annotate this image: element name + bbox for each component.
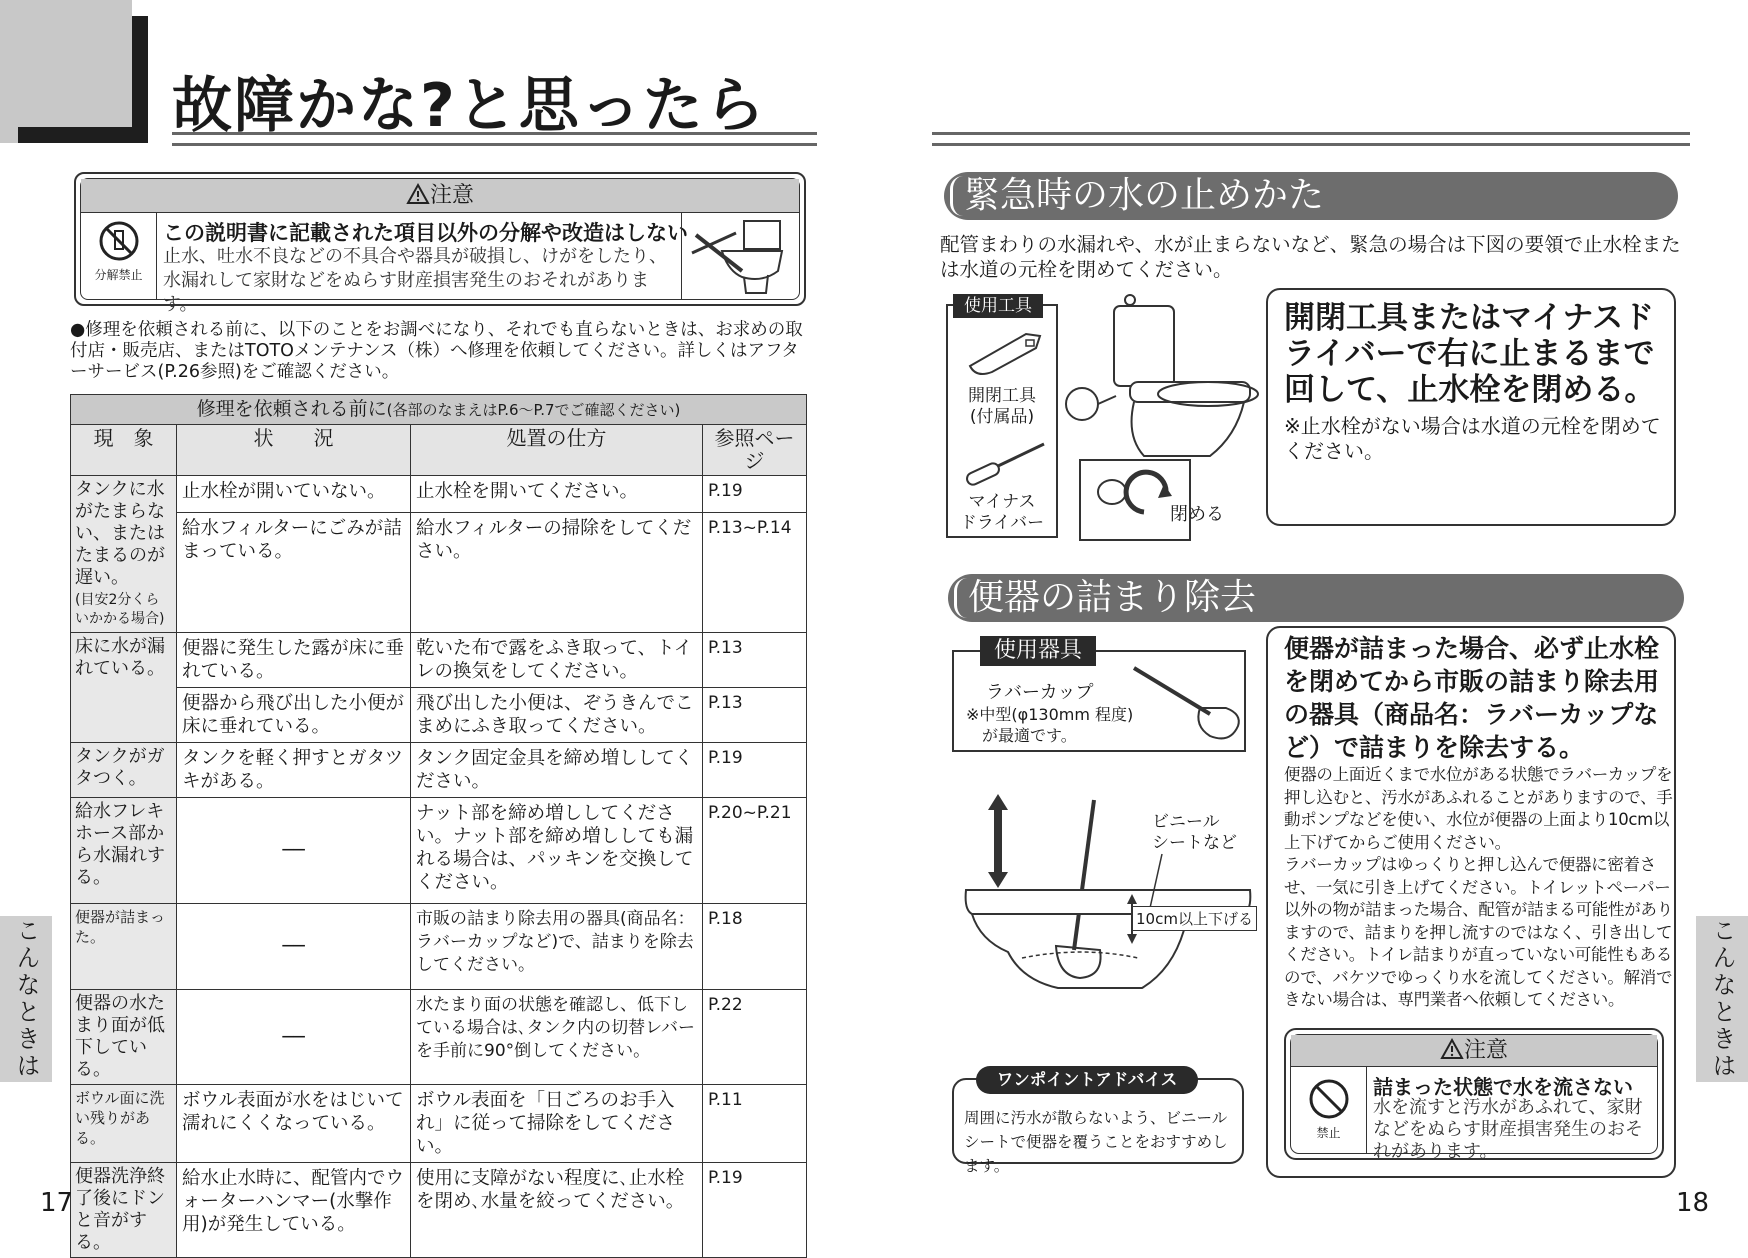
phenomenon-cell: 給水フレキホース部から水漏れする。 xyxy=(71,798,177,904)
situation-cell: ── xyxy=(177,798,411,904)
table-row xyxy=(71,633,807,688)
toilet-shutoff-illustration xyxy=(1060,286,1266,540)
emergency-text: 配管まわりの水漏れや、水が止まらないなど、緊急の場合は下図の要領で止水栓または水道の元栓を閉めてください。 xyxy=(940,233,1681,281)
ref-page-cell: P.19 xyxy=(703,1163,807,1258)
advice-text: 周囲に汚水が散らないよう、ビニールシートで便器を覆うことをおすすめします。 xyxy=(964,1109,1228,1175)
title-rule xyxy=(172,132,817,146)
action-cell: ナット部を締め増ししてください。ナット部を締め増ししても漏れる場合は、パッキンを交換してください。 xyxy=(411,798,703,904)
instruction-1-title: 開閉工具またはマイナスドライバーで右に止まるまで回して、止水栓を閉める。 xyxy=(1284,300,1656,408)
toilet-disassembly-illustration xyxy=(681,213,799,299)
plunger-note: ※中型(φ130mm 程度) が最適です。 xyxy=(966,705,1134,745)
action-cell: 乾いた布で露をふき取って、トイレの換気をしてください。 xyxy=(411,633,703,688)
lower-10cm-label: 10cm以上下げる xyxy=(1132,906,1257,931)
action-cell: 止水栓を開いてください。 xyxy=(411,476,703,513)
situation-cell: ボウル表面が水をはじいて濡れにくくなっている。 xyxy=(177,1085,411,1163)
situation-cell: 便器に発生した露が床に垂れている。 xyxy=(177,633,411,688)
table-row xyxy=(71,476,807,513)
instruction-2-title: 便器が詰まった場合、必ず止水栓を閉めてから市販の詰まり除去用の器具（商品名：ラバーカップなど）で詰まりを除去する。 xyxy=(1284,634,1660,762)
caution-box-2 xyxy=(1284,1028,1664,1160)
action-cell: タンク固定金具を締め増ししてください。 xyxy=(411,743,703,798)
ref-page-cell: P.13~P.14 xyxy=(703,512,807,632)
side-tab-right: こんなときは xyxy=(1696,916,1748,1082)
caution-2-heading: 注意 xyxy=(1291,1035,1657,1067)
caution-2-text: 水を流すと汚水があふれて、家財などをぬらす財産損害発生のおそれがあります。 xyxy=(1373,1097,1643,1162)
col-header-phenomenon: 現 象 xyxy=(71,425,177,476)
caution-2-main: 詰まった状態で水を流さない xyxy=(1373,1075,1633,1099)
situation-cell: 便器から飛び出した小便が床に垂れている。 xyxy=(177,688,411,743)
page-title: 故障かな?と思ったら xyxy=(172,71,767,141)
plunger-icon xyxy=(1130,662,1246,746)
uses-tag: 使用器具 xyxy=(980,636,1096,666)
situation-cell: ── xyxy=(177,990,411,1085)
tools-box xyxy=(946,304,1058,538)
vinyl-sheet-label: ビニール シートなど xyxy=(1152,812,1237,853)
situation-cell: 止水栓が開いていない。 xyxy=(177,476,411,513)
prohibited-icon xyxy=(1291,1067,1367,1153)
tool2-label: マイナス ドライバー xyxy=(959,492,1045,533)
plunger-label: ラバーカップ xyxy=(986,682,1094,703)
col-header-action: 処置の仕方 xyxy=(411,425,703,476)
top-rule-right xyxy=(932,132,1690,146)
close-label: 閉める xyxy=(1170,504,1224,525)
col-header-situation: 状 況 xyxy=(177,425,411,476)
tools-tag: 使用工具 xyxy=(953,294,1043,318)
ref-page-cell: P.13 xyxy=(703,688,807,743)
table-row xyxy=(71,743,807,798)
page-number-right: 18 xyxy=(1676,1188,1710,1218)
caution-main-text: この説明書に記載された項目以外の分解や改造はしない xyxy=(163,221,688,245)
section-title-emergency: 緊急時の水の止めかた xyxy=(944,172,1678,220)
table-caption: 修理を依頼される前に(各部のなまえはP.6～P.7でご確認ください) xyxy=(71,395,807,425)
action-cell: 飛び出した小便は、ぞうきんでこまめにふき取ってください。 xyxy=(411,688,703,743)
phenomenon-cell: 便器の水たまり面が低下している。 xyxy=(71,990,177,1085)
phenomenon-cell: ボウル面に洗い残りがある。 xyxy=(71,1085,177,1163)
situation-cell: 給水止水時に、配管内でウォーターハンマー(水撃作用)が発生している。 xyxy=(177,1163,411,1258)
intro-text: ●修理を依頼される前に、以下のことをお調べになり、それでも直らないときは、お求めの取付店・販売店、またはTOTOメンテナンス（株）へ修理を依頼してください。詳しくはアフターサービス(P.26参照)をご確認ください。 xyxy=(70,320,803,382)
prohibit-label: 分解禁止 xyxy=(94,268,143,282)
page-number-left: 17 xyxy=(40,1188,74,1218)
prohibit-label-2: 禁止 xyxy=(1316,1126,1341,1140)
section-title-clog: 便器の詰まり除去 xyxy=(948,574,1684,622)
table-row xyxy=(71,798,807,904)
side-tab-left: こんなときは xyxy=(0,916,52,1082)
ref-page-cell: P.18 xyxy=(703,904,807,990)
phenomenon-cell: タンクがガタつく。 xyxy=(71,743,177,798)
tool1-label: 開閉工具 (付属品) xyxy=(968,386,1036,427)
ref-page-cell: P.13 xyxy=(703,633,807,688)
trouble-table xyxy=(70,394,807,1258)
open-close-tool-icon xyxy=(966,328,1044,380)
table-row xyxy=(71,688,807,743)
instruction-1-note: ※止水栓がない場合は水道の元栓を閉めてください。 xyxy=(1284,414,1661,463)
action-cell: 市販の詰まり除去用の器具(商品名：ラバーカップなど)で、詰まりを除去してください。 xyxy=(411,904,703,990)
table-row xyxy=(71,990,807,1085)
table-row xyxy=(71,904,807,990)
situation-cell: ── xyxy=(177,904,411,990)
action-cell: ボウル表面を「日ごろのお手入れ」に従って掃除をしてください。 xyxy=(411,1085,703,1163)
screwdriver-icon xyxy=(962,440,1048,492)
ref-page-cell: P.11 xyxy=(703,1085,807,1163)
advice-tag: ワンポイントアドバイス xyxy=(976,1066,1198,1094)
instruction-2-body: 便器の上面近くまで水位がある状態でラバーカップを押し込むと、汚水があふれることがありますので、手動ポンプなどを使い、水位が便器の上面より10cm以上下げてからご使用ください。 ラバーカップはゆっくりと押し込んで便器に密着させ、一気に引き上げてください。トイレットペーパー以外の物が詰まった場合、配管が詰まる可能性がありますので、詰まりを押し流すのではなく、引き出してください。トイレ詰まりが直っていない可能性もあるので、バケツでゆっくり水を流してください。解消できない場合は、専門業者へ依頼してください。 xyxy=(1284,765,1673,1009)
action-cell: 給水フィルターの掃除をしてください。 xyxy=(411,512,703,632)
table-row xyxy=(71,1085,807,1163)
ref-page-cell: P.19 xyxy=(703,743,807,798)
caution-sub-text: 止水、吐水不良などの不具合や器具が破損し、けがをしたり、水漏れして家財などをぬらす財産損害発生のおそれがあります。 xyxy=(163,246,667,315)
ref-page-cell: P.22 xyxy=(703,990,807,1085)
phenomenon-cell: タンクに水がたまらない、またはたまるのが遅い。 (目安2分くらいかかる場合) xyxy=(71,476,177,633)
col-header-ref-page: 参照ページ xyxy=(703,425,807,476)
warning-triangle-icon xyxy=(1440,1038,1464,1060)
ref-page-cell: P.20~P.21 xyxy=(703,798,807,904)
action-cell: 使用に支障がない程度に､止水栓を閉め､水量を絞ってください。 xyxy=(411,1163,703,1258)
table-row xyxy=(71,1163,807,1258)
caution-heading: 注意 xyxy=(81,179,799,213)
ref-page-cell: P.19 xyxy=(703,476,807,513)
situation-cell: タンクを軽く押すとガタツキがある。 xyxy=(177,743,411,798)
caution-box xyxy=(74,172,806,315)
phenomenon-cell: 便器が詰まった。 xyxy=(71,904,177,990)
warning-triangle-icon xyxy=(406,183,430,205)
table-row xyxy=(71,512,807,632)
action-cell: 水たまり面の状態を確認し、低下している場合は､タンク内の切替レバーを手前に90°倒してください。 xyxy=(411,990,703,1085)
disassembly-prohibited-icon xyxy=(81,213,157,299)
phenomenon-cell: 床に水が漏れている。 xyxy=(71,633,177,743)
phenomenon-cell: 便器洗浄終了後にドンと音がする。 xyxy=(71,1163,177,1258)
situation-cell: 給水フィルターにごみが詰まっている。 xyxy=(177,512,411,632)
header-corner-bar xyxy=(18,16,148,143)
